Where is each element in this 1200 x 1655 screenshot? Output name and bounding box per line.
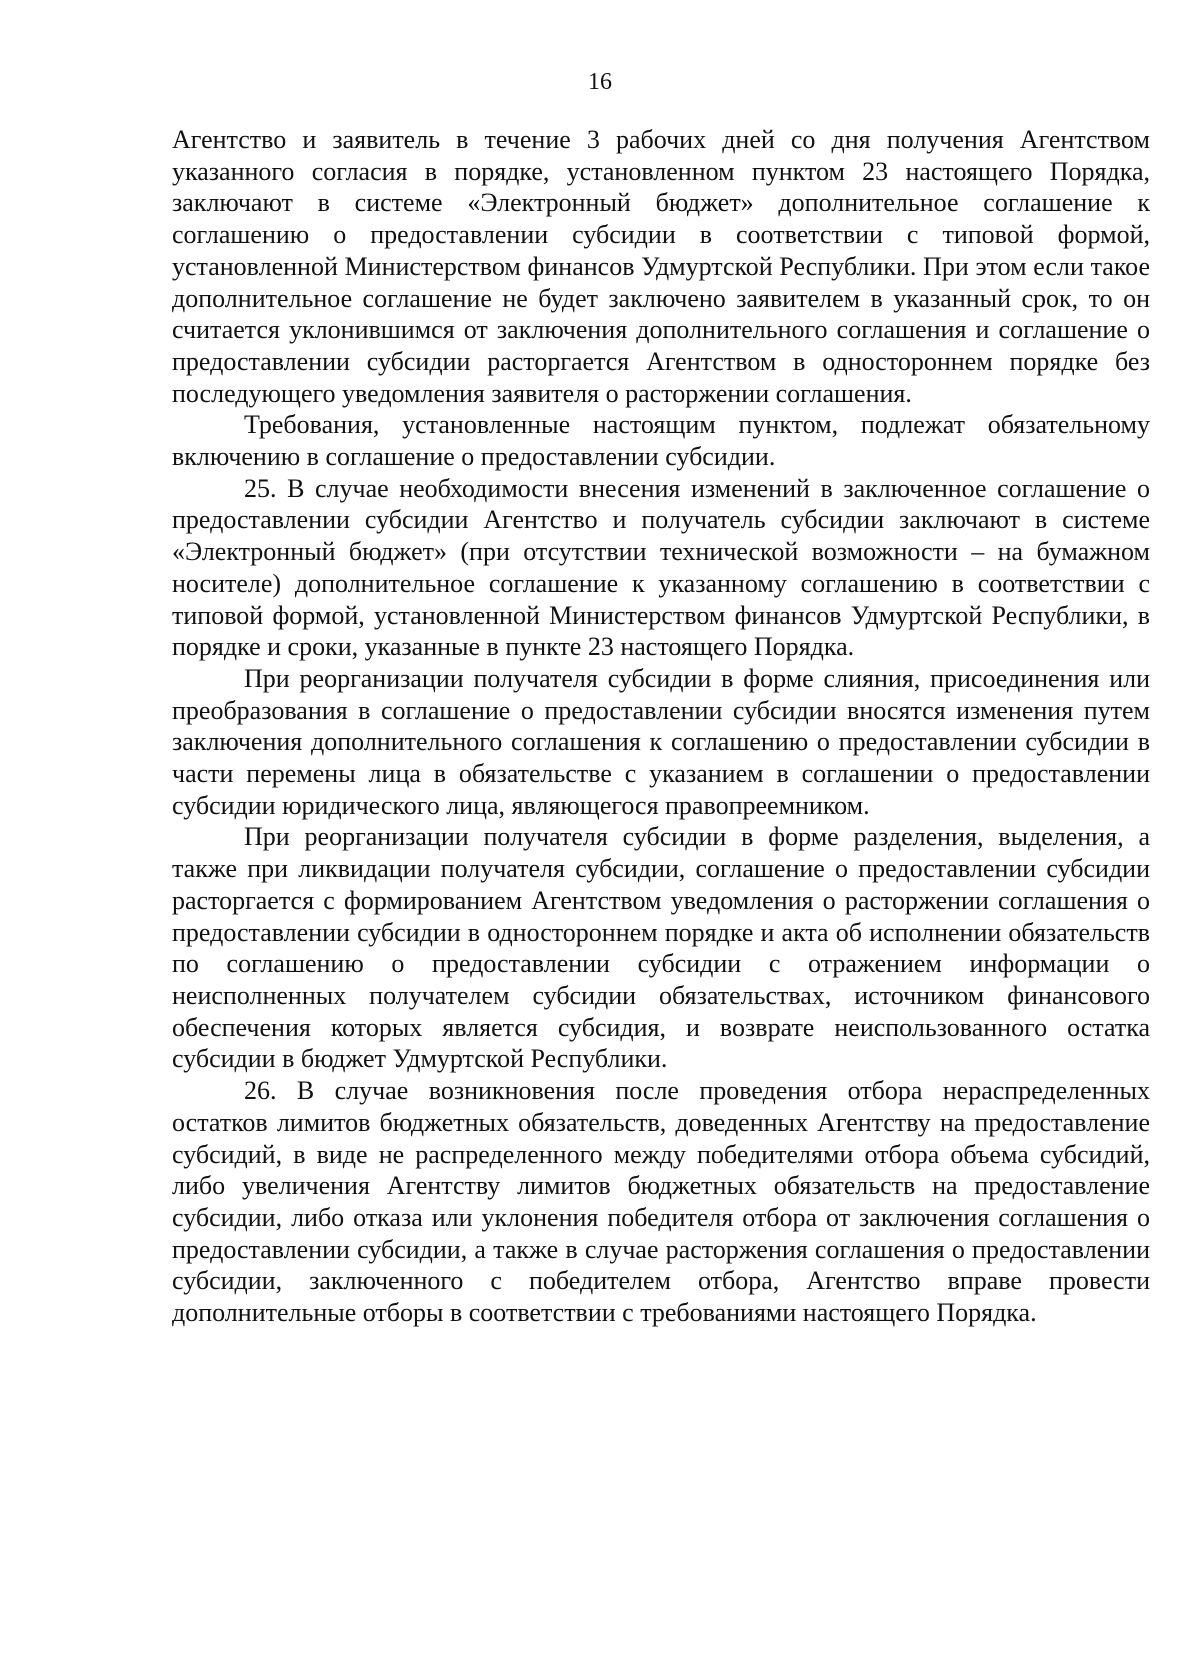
paragraph-reorganization-division: При реорганизации получателя субсидии в форме разделения, выделения, а также при ликвидации получателя субсидии, соглашение о предоставлении субсидии расторгается с формированием Агентством уведомления о расторжении соглашения о предоставлении субсидии в одностороннем порядке и акта об исполнении обязательств по соглашению о предоставлении субсидии с отражением информации о неисполненных получателем субсидии обязательствах, источником финансового обеспечения которых является субсидия, и возврате неиспользованного остатка субсидии в бюджет Удмуртской Республики. — [172, 822, 1150, 1074]
paragraph-reorganization-merger: При реорганизации получателя субсидии в форме слияния, присоединения или преобразования в соглашение о предоставлении субсидии вносятся изменения путем заключения дополнительного соглашения к соглашению о предоставлении субсидии в части перемены лица в обязательстве с указанием в соглашении о предоставлении субсидии юридического лица, являющегося правопреемником. — [172, 663, 1150, 820]
paragraph-item-25: 25. В случае необходимости внесения изменений в заключенное соглашение о предоставлении субсидии Агентство и получатель субсидии заключают в системе «Электронный бюджет» (при отсутствии технической возможности – на бумажном носителе) дополнительное соглашение к указанному соглашению в соответствии с типовой формой, установленной Министерством финансов Удмуртской Республики, в порядке и сроки, указанные в пункте 23 настоящего Порядка. — [172, 473, 1150, 662]
page-number: 16 — [588, 69, 612, 95]
paragraph-continuation: Агентство и заявитель в течение 3 рабочих дней со дня получения Агентством указанного согласия в порядке, установленном пунктом 23 настоящего Порядка, заключают в системе «Электронный бюджет» дополнительное соглашение к соглашению о предоставлении субсидии в соответствии с типовой формой, установленной Министерством финансов Удмуртской Республики. При этом если такое дополнительное соглашение не будет заключено заявителем в указанный срок, то он считается уклонившимся от заключения дополнительного соглашения и соглашение о предоставлении субсидии расторгается Агентством в одностороннем порядке без последующего уведомления заявителя о расторжении соглашения. — [172, 125, 1150, 408]
document-body — [172, 124, 1150, 1329]
paragraph-item-26: 26. В случае возникновения после проведения отбора нераспределенных остатков лимитов бюджетных обязательств, доведенных Агентству на предоставление субсидий, в виде не распределенного между победителями отбора объема субсидий, либо увеличения Агентству лимитов бюджетных обязательств на предоставление субсидии, либо отказа или уклонения победителя отбора от заключения соглашения о предоставлении субсидии, а также в случае расторжения соглашения о предоставлении субсидии, заключенного с победителем отбора, Агентство вправе провести дополнительные отборы в соответствии с требованиями настоящего Порядка. — [172, 1076, 1150, 1328]
paragraph-requirements: Требования, установленные настоящим пунктом, подлежат обязательному включению в соглашение о предоставлении субсидии. — [172, 410, 1150, 472]
